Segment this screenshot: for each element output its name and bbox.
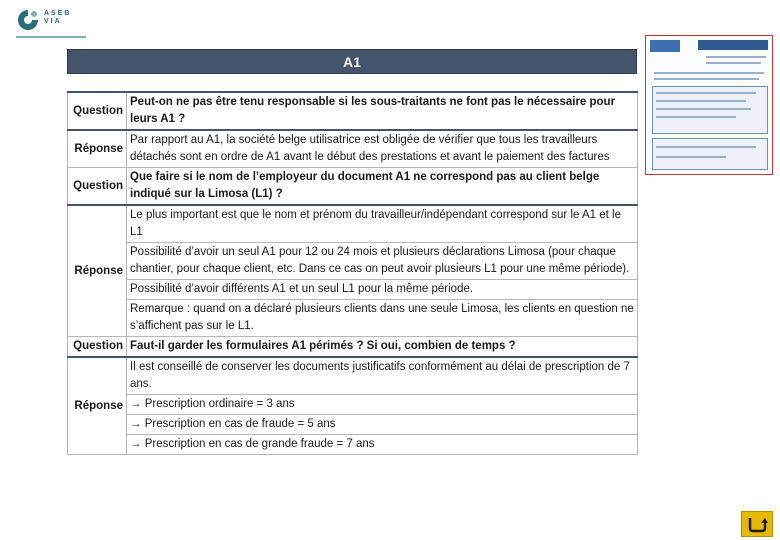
- question-row: [68, 168, 638, 206]
- logo-mark-icon: [16, 8, 40, 32]
- answer-row: [68, 395, 638, 415]
- answer-label: Réponse: [68, 357, 127, 455]
- answer-text: Par rapport au A1, la société belge utilisatrice est obligée de vérifier que tous les travailleurs détachés sont en ordre de A1 avant le début des prestations et avant le paiement des factures: [127, 130, 638, 168]
- thumbnail-line: [654, 78, 759, 80]
- return-arrow-icon[interactable]: [741, 511, 773, 537]
- question-label: Question: [68, 337, 127, 358]
- question-row: [68, 337, 638, 358]
- answer-label: Réponse: [68, 205, 127, 337]
- logo-text-bottom: VIA: [44, 18, 62, 25]
- question-label: Question: [68, 92, 127, 130]
- thumbnail-line: [656, 116, 736, 118]
- thumbnail-line: [706, 56, 766, 58]
- answer-text: Possibilité d’avoir un seul A1 pour 12 ou 24 mois et plusieurs déclarations Limosa (pour chaque chantier, pour chaque client, etc. Dans ce cas on peut avoir plusieurs L1 pour une même période).: [127, 243, 638, 280]
- answer-row: [68, 130, 638, 168]
- thumbnail-line: [706, 62, 761, 64]
- logo-text: [44, 10, 71, 26]
- thumbnail-line: [656, 92, 756, 94]
- logo-underline: [16, 36, 86, 38]
- aseb-via-logo: [16, 6, 78, 36]
- answer-text: Le plus important est que le nom et prénom du travailleur/indépendant correspond sur le A1 et le L1: [127, 205, 638, 243]
- a1-form-thumbnail[interactable]: [645, 35, 773, 175]
- answer-row: [68, 205, 638, 243]
- thumbnail-line: [656, 108, 751, 110]
- question-text: Peut-on ne pas être tenu responsable si les sous-traitants ne font pas le nécessaire pour leurs A1 ?: [127, 92, 638, 130]
- question-row: [68, 92, 638, 130]
- answer-row: [68, 357, 638, 395]
- question-label: Question: [68, 168, 127, 206]
- qa-table: [67, 91, 638, 455]
- answer-text: Possibilité d’avoir différents A1 et un seul L1 pour la même période.: [127, 280, 638, 300]
- question-text: Faut-il garder les formulaires A1 périmés ? Si oui, combien de temps ?: [127, 337, 638, 358]
- answer-row: [68, 415, 638, 435]
- answer-text: → Prescription en cas de grande fraude = 7 ans: [127, 435, 638, 455]
- thumbnail-header: [698, 40, 768, 50]
- answer-text: → Prescription en cas de fraude = 5 ans: [127, 415, 638, 435]
- thumbnail-line: [656, 100, 746, 102]
- return-arrow-glyph: [746, 515, 768, 533]
- answer-row: [68, 300, 638, 337]
- logo-text-top: ASEB: [44, 10, 72, 17]
- answer-label: Réponse: [68, 130, 127, 168]
- thumbnail-box: [652, 138, 768, 170]
- answer-text: → Prescription ordinaire = 3 ans: [127, 395, 638, 415]
- page-title: A1: [67, 49, 637, 74]
- thumbnail-line: [654, 72, 764, 74]
- answer-text: Il est conseillé de conserver les documents justificatifs conformément au délai de prescription de 7 ans.: [127, 357, 638, 395]
- question-text: Que faire si le nom de l’employeur du document A1 ne correspond pas au client belge indiqué sur la Limosa (L1) ?: [127, 168, 638, 206]
- thumbnail-logo: [650, 40, 680, 52]
- thumbnail-line: [656, 156, 726, 158]
- answer-row: [68, 243, 638, 280]
- answer-row: [68, 435, 638, 455]
- answer-text: Remarque : quand on a déclaré plusieurs clients dans une seule Limosa, les clients en question ne s’affichent pas sur le L1.: [127, 300, 638, 337]
- thumbnail-line: [656, 146, 756, 148]
- answer-row: [68, 280, 638, 300]
